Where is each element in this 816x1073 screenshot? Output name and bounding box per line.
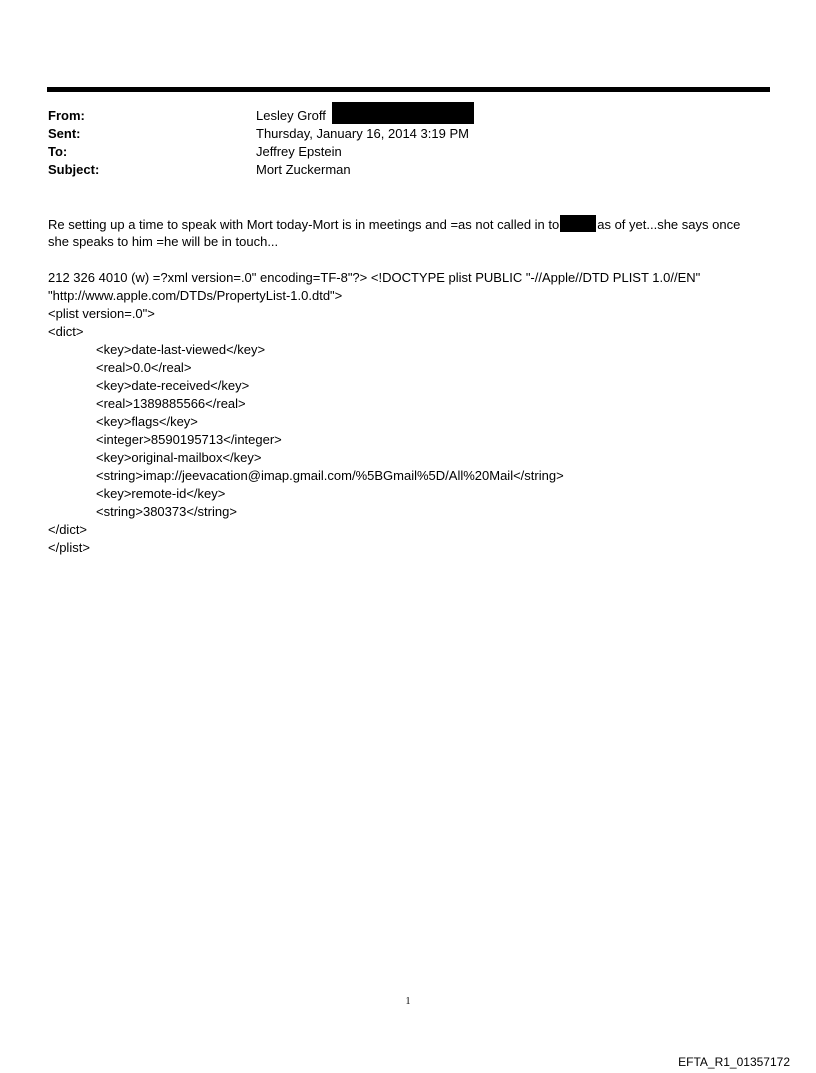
body-text-part: as of yet...she says once (597, 217, 741, 232)
body-text-part: Re setting up a time to speak with Mort today-Mort is in meetings and =as not called in to (48, 217, 560, 232)
dict-line: <key>date-last-viewed</key> (96, 342, 266, 357)
subject-value: Mort Zuckerman (256, 162, 351, 177)
dict-line: <real>0.0</real> (96, 360, 192, 375)
to-value: Jeffrey Epstein (256, 144, 342, 159)
dict-line: <key>original-mailbox</key> (96, 450, 262, 465)
dict-line: <real>1389885566</real> (96, 396, 246, 411)
from-value (256, 107, 474, 125)
plist-line: 212 326 4010 (w) =?xml version=.0" encoding=TF-8"?> <!DOCTYPE plist PUBLIC "-//Apple//DTD PLIST 1.0//EN" (48, 270, 701, 285)
sent-label: Sent: (48, 126, 81, 141)
sent-value: Thursday, January 16, 2014 3:19 PM (256, 126, 469, 141)
header-rule (47, 87, 770, 92)
body-line (48, 215, 773, 233)
paragraph-gap (48, 251, 773, 269)
body-line: she speaks to him =he will be in touch... (48, 234, 279, 249)
from-row (48, 107, 768, 125)
document-id: EFTA_R1_01357172 (678, 1055, 790, 1069)
closing-line: </plist> (48, 540, 90, 555)
to-row (48, 143, 768, 161)
dict-line: <key>remote-id</key> (96, 486, 226, 501)
redaction-box (332, 102, 474, 124)
dict-line: <string>imap://jeevacation@imap.gmail.com/%5BGmail%5D/All%20Mail</string> (96, 468, 564, 483)
from-name: Lesley Groff (256, 108, 326, 123)
sent-row (48, 125, 768, 143)
plist-line: <plist version=.0"> (48, 306, 155, 321)
closing-line: </dict> (48, 522, 88, 537)
from-label: From: (48, 108, 85, 123)
dict-line: <integer>8590195713</integer> (96, 432, 282, 447)
email-body (48, 215, 773, 557)
dict-line: <key>flags</key> (96, 414, 198, 429)
subject-row (48, 161, 768, 179)
email-header (48, 107, 768, 179)
plist-line: "http://www.apple.com/DTDs/PropertyList-1.0.dtd"> (48, 288, 343, 303)
dict-line: <string>380373</string> (96, 504, 237, 519)
subject-label: Subject: (48, 162, 100, 177)
plist-line: <dict> (48, 324, 84, 339)
page-number: 1 (405, 996, 411, 1007)
to-label: To: (48, 144, 68, 159)
dict-line: <key>date-received</key> (96, 378, 250, 393)
redaction-box (560, 215, 596, 232)
